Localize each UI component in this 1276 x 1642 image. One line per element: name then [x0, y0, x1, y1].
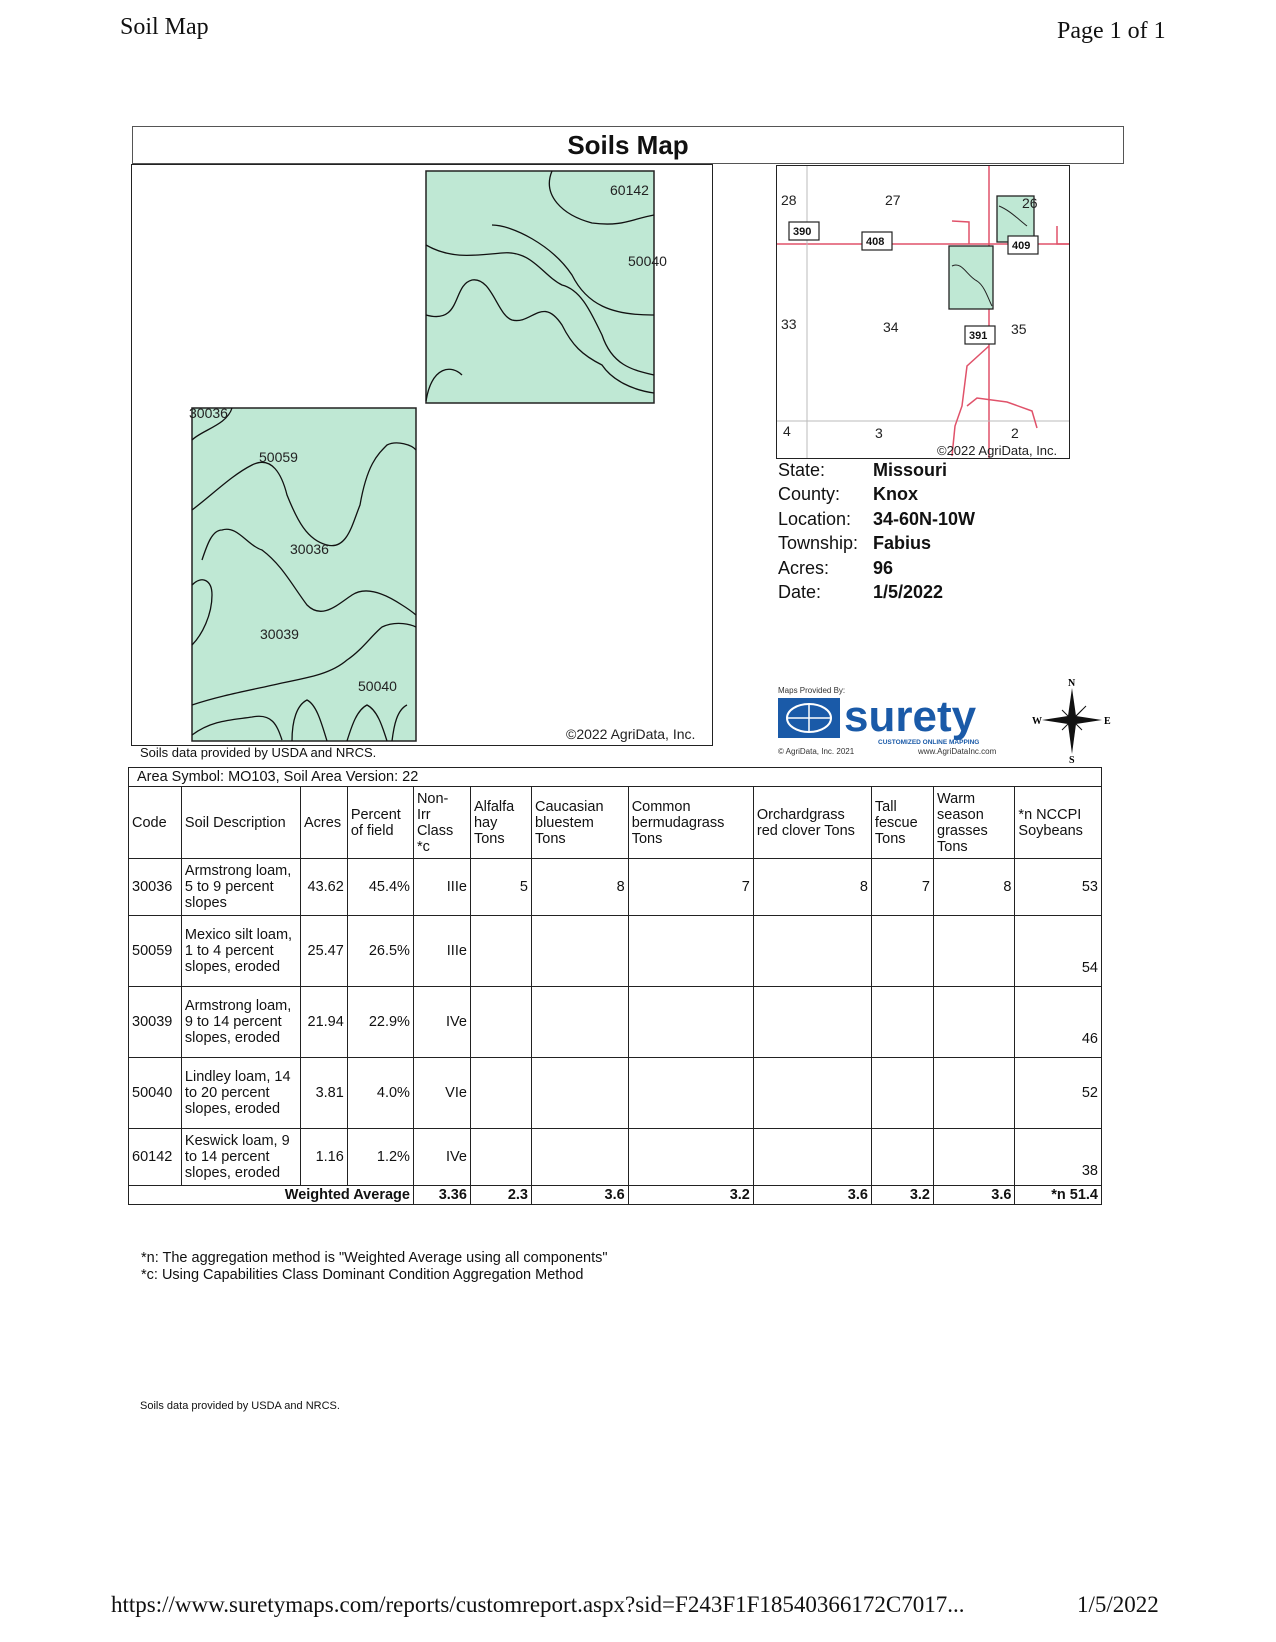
- cell-bermuda: [628, 1058, 753, 1129]
- col-soil-description: Soil Description: [181, 787, 300, 859]
- cell-warm: 8: [934, 859, 1015, 916]
- cell-orchard: [753, 1129, 871, 1186]
- col-code: Code: [129, 787, 182, 859]
- cell-desc: Lindley loam, 14 to 20 percent slopes, eroded: [181, 1058, 300, 1129]
- source-note-bottom: Soils data provided by USDA and NRCS.: [140, 1400, 340, 1412]
- col-non-irr-line: *c: [416, 838, 430, 855]
- section-2: 2: [1011, 425, 1019, 441]
- cell-caucasian: 8: [532, 859, 629, 916]
- soil-table: [128, 767, 1102, 1205]
- table-row: [129, 1129, 1102, 1186]
- cell-desc: Armstrong loam, 5 to 9 percent slopes: [181, 859, 300, 916]
- compass-arrow-north: [1068, 688, 1076, 720]
- cell-class: IVe: [413, 1129, 470, 1186]
- col-orchardgrass: Orchardgrass red clover Tons: [753, 787, 871, 859]
- cell-pct: 26.5%: [347, 916, 413, 987]
- cell-pct: 4.0%: [347, 1058, 413, 1129]
- logo-tagline: CUSTOMIZED ONLINE MAPPING: [878, 739, 980, 746]
- cell-acres: 1.16: [301, 1129, 348, 1186]
- cell-bermuda: 7: [628, 859, 753, 916]
- cell-alfalfa: [470, 987, 531, 1058]
- col-bermuda: Common bermudagrass Tons: [628, 787, 753, 859]
- logo-name: surety: [844, 692, 977, 741]
- cell-code: 50040: [129, 1058, 182, 1129]
- footer-url: https://www.suretymaps.com/reports/customreport.aspx?sid=F243F1F18540366172C7017...: [111, 1592, 965, 1617]
- cell-acres: 3.81: [301, 1058, 348, 1129]
- info-label: Township:: [778, 533, 859, 554]
- map-label-30036: 30036: [189, 405, 228, 421]
- cell-warm: [934, 987, 1015, 1058]
- section-27: 27: [885, 192, 901, 208]
- inset-copyright: ©2022 AgriData, Inc.: [937, 443, 1058, 458]
- cell-bermuda: [628, 916, 753, 987]
- weighted-average-row: [129, 1186, 1102, 1205]
- info-row-county: [778, 482, 975, 506]
- cell-code: 30036: [129, 859, 182, 916]
- cell-class: IVe: [413, 987, 470, 1058]
- cell-fescue: [871, 1129, 933, 1186]
- cell-code: 30039: [129, 987, 182, 1058]
- cell-fescue: [871, 916, 933, 987]
- col-percent-of-field: Percent of field: [347, 787, 413, 859]
- compass-w: W: [1032, 716, 1042, 727]
- cell-orchard: [753, 987, 871, 1058]
- cell-alfalfa: 5: [470, 859, 531, 916]
- cell-code: 50059: [129, 916, 182, 987]
- cell-nccpi: 46: [1015, 987, 1102, 1058]
- map-label-50040: 50040: [628, 253, 667, 269]
- road-label-390: 390: [793, 226, 812, 238]
- weighted-average-label: Weighted Average: [129, 1186, 414, 1205]
- cell-fescue: [871, 987, 933, 1058]
- col-non-irr-line: Class: [416, 822, 454, 839]
- table-row: [129, 987, 1102, 1058]
- cell-code: 60142: [129, 1129, 182, 1186]
- info-label: Location:: [778, 508, 852, 529]
- info-label: State:: [778, 460, 826, 480]
- page-header-title: Soil Map: [120, 14, 209, 40]
- inset-field-south: [949, 246, 993, 309]
- cell-warm: [934, 1058, 1015, 1129]
- table-row: [129, 859, 1102, 916]
- title-bar: [132, 126, 1124, 164]
- logo-url: www.AgriDataInc.com: [918, 747, 997, 756]
- cell-orchard: [753, 1058, 871, 1129]
- info-row-state: [778, 458, 975, 482]
- compass-rose: [1032, 676, 1112, 764]
- cell-pct: 1.2%: [347, 1129, 413, 1186]
- wavg-fescue: 3.2: [871, 1186, 933, 1205]
- wavg-alfalfa: 2.3: [470, 1186, 531, 1205]
- source-note: Soils data provided by USDA and NRCS.: [140, 745, 377, 760]
- table-row: [129, 1058, 1102, 1129]
- info-value: 1/5/2022: [873, 582, 944, 603]
- cell-pct: 22.9%: [347, 987, 413, 1058]
- location-info: [778, 458, 975, 604]
- section-3: 3: [875, 425, 883, 441]
- wavg-orchard: 3.6: [753, 1186, 871, 1205]
- col-warm-season: Warm season grasses Tons: [934, 787, 1015, 859]
- wavg-nccpi: *n 51.4: [1015, 1186, 1102, 1205]
- footnote-c: *c: Using Capabilities Class Dominant Condition Aggregation Method: [141, 1267, 584, 1283]
- compass-e: E: [1104, 716, 1111, 727]
- cell-desc: Armstrong loam, 9 to 14 percent slopes, eroded: [181, 987, 300, 1058]
- cell-nccpi: 53: [1015, 859, 1102, 916]
- info-label: Date:: [778, 582, 822, 603]
- info-label: County:: [778, 484, 841, 505]
- info-row-location: [778, 507, 975, 531]
- report-title: Soils Map: [567, 130, 689, 160]
- section-35: 35: [1011, 321, 1027, 337]
- cell-caucasian: [532, 1129, 629, 1186]
- surety-logo: [778, 684, 1018, 758]
- cell-nccpi: 52: [1015, 1058, 1102, 1129]
- info-value: Fabius: [873, 533, 932, 554]
- cell-fescue: [871, 1058, 933, 1129]
- wavg-class: 3.36: [413, 1186, 470, 1205]
- cell-desc: Mexico silt loam, 1 to 4 percent slopes, eroded: [181, 916, 300, 987]
- cell-class: IIIe: [413, 916, 470, 987]
- area-symbol: Area Symbol: MO103, Soil Area Version: 22: [129, 768, 1102, 787]
- section-26: 26: [1022, 195, 1038, 211]
- cell-alfalfa: [470, 916, 531, 987]
- info-value: 96: [873, 557, 894, 578]
- compass-arrow-east: [1072, 716, 1102, 724]
- cell-warm: [934, 1129, 1015, 1186]
- wavg-bermuda: 3.2: [628, 1186, 753, 1205]
- col-acres: Acres: [301, 787, 348, 859]
- compass-arrow-west: [1042, 716, 1072, 724]
- footnotes: [141, 1250, 608, 1284]
- section-4: 4: [783, 423, 791, 439]
- road-label-409: 409: [1012, 240, 1031, 252]
- col-caucasian: Caucasian bluestem Tons: [532, 787, 629, 859]
- col-non-irr-line: Non-: [416, 790, 449, 807]
- info-value: Knox: [873, 484, 918, 505]
- cell-acres: 25.47: [301, 916, 348, 987]
- col-non-irr-line: Irr: [416, 806, 431, 823]
- table-row: [129, 916, 1102, 987]
- col-nccpi: *n NCCPI Soybeans: [1015, 787, 1102, 859]
- cell-acres: 43.62: [301, 859, 348, 916]
- map-label-50040-b: 50040: [358, 678, 397, 694]
- road-label-408: 408: [866, 236, 885, 248]
- cell-caucasian: [532, 987, 629, 1058]
- info-row-acres: [778, 556, 975, 580]
- cell-orchard: 8: [753, 859, 871, 916]
- cell-bermuda: [628, 1129, 753, 1186]
- map-label-30039: 30039: [260, 626, 299, 642]
- cell-caucasian: [532, 1058, 629, 1129]
- cell-pct: 45.4%: [347, 859, 413, 916]
- map-label-50059: 50059: [259, 449, 298, 465]
- cell-alfalfa: [470, 1058, 531, 1129]
- cell-class: VIe: [413, 1058, 470, 1129]
- cell-nccpi: 38: [1015, 1129, 1102, 1186]
- compass-n: N: [1068, 678, 1076, 689]
- col-non-irr-class: [413, 787, 470, 859]
- col-alfalfa: Alfalfa hay Tons: [470, 787, 531, 859]
- compass-s: S: [1069, 755, 1075, 764]
- field-polygon-north: [426, 171, 654, 403]
- cell-acres: 21.94: [301, 987, 348, 1058]
- footnote-n: *n: The aggregation method is "Weighted Average using all components": [141, 1250, 608, 1266]
- soils-map: [131, 164, 713, 746]
- cell-alfalfa: [470, 1129, 531, 1186]
- footer-date: 1/5/2022: [1077, 1592, 1159, 1617]
- cell-bermuda: [628, 987, 753, 1058]
- section-28: 28: [781, 192, 797, 208]
- page-number: Page 1 of 1: [1057, 18, 1166, 44]
- compass-arrow-south: [1068, 720, 1076, 754]
- info-row-township: [778, 531, 975, 555]
- cell-warm: [934, 916, 1015, 987]
- section-34: 34: [883, 319, 899, 335]
- logo-provided-by: Maps Provided By:: [778, 686, 846, 695]
- cell-nccpi: 54: [1015, 916, 1102, 987]
- map-label-30036-b: 30036: [290, 541, 329, 557]
- info-value: Missouri: [873, 460, 948, 480]
- info-row-date: [778, 580, 975, 604]
- logo-copyright: © AgriData, Inc. 2021: [778, 747, 855, 756]
- cell-fescue: 7: [871, 859, 933, 916]
- info-value: 34-60N-10W: [873, 508, 976, 529]
- cell-class: IIIe: [413, 859, 470, 916]
- road-label-391: 391: [969, 330, 988, 342]
- cell-caucasian: [532, 916, 629, 987]
- wavg-warm: 3.6: [934, 1186, 1015, 1205]
- col-tall-fescue: Tall fescue Tons: [871, 787, 933, 859]
- location-inset-map: [776, 165, 1070, 459]
- map-label-60142: 60142: [610, 182, 649, 198]
- cell-desc: Keswick loam, 9 to 14 percent slopes, eroded: [181, 1129, 300, 1186]
- wavg-caucasian: 3.6: [532, 1186, 629, 1205]
- cell-orchard: [753, 916, 871, 987]
- map-copyright: ©2022 AgriData, Inc.: [566, 726, 696, 742]
- info-label: Acres:: [778, 557, 830, 578]
- section-33: 33: [781, 316, 797, 332]
